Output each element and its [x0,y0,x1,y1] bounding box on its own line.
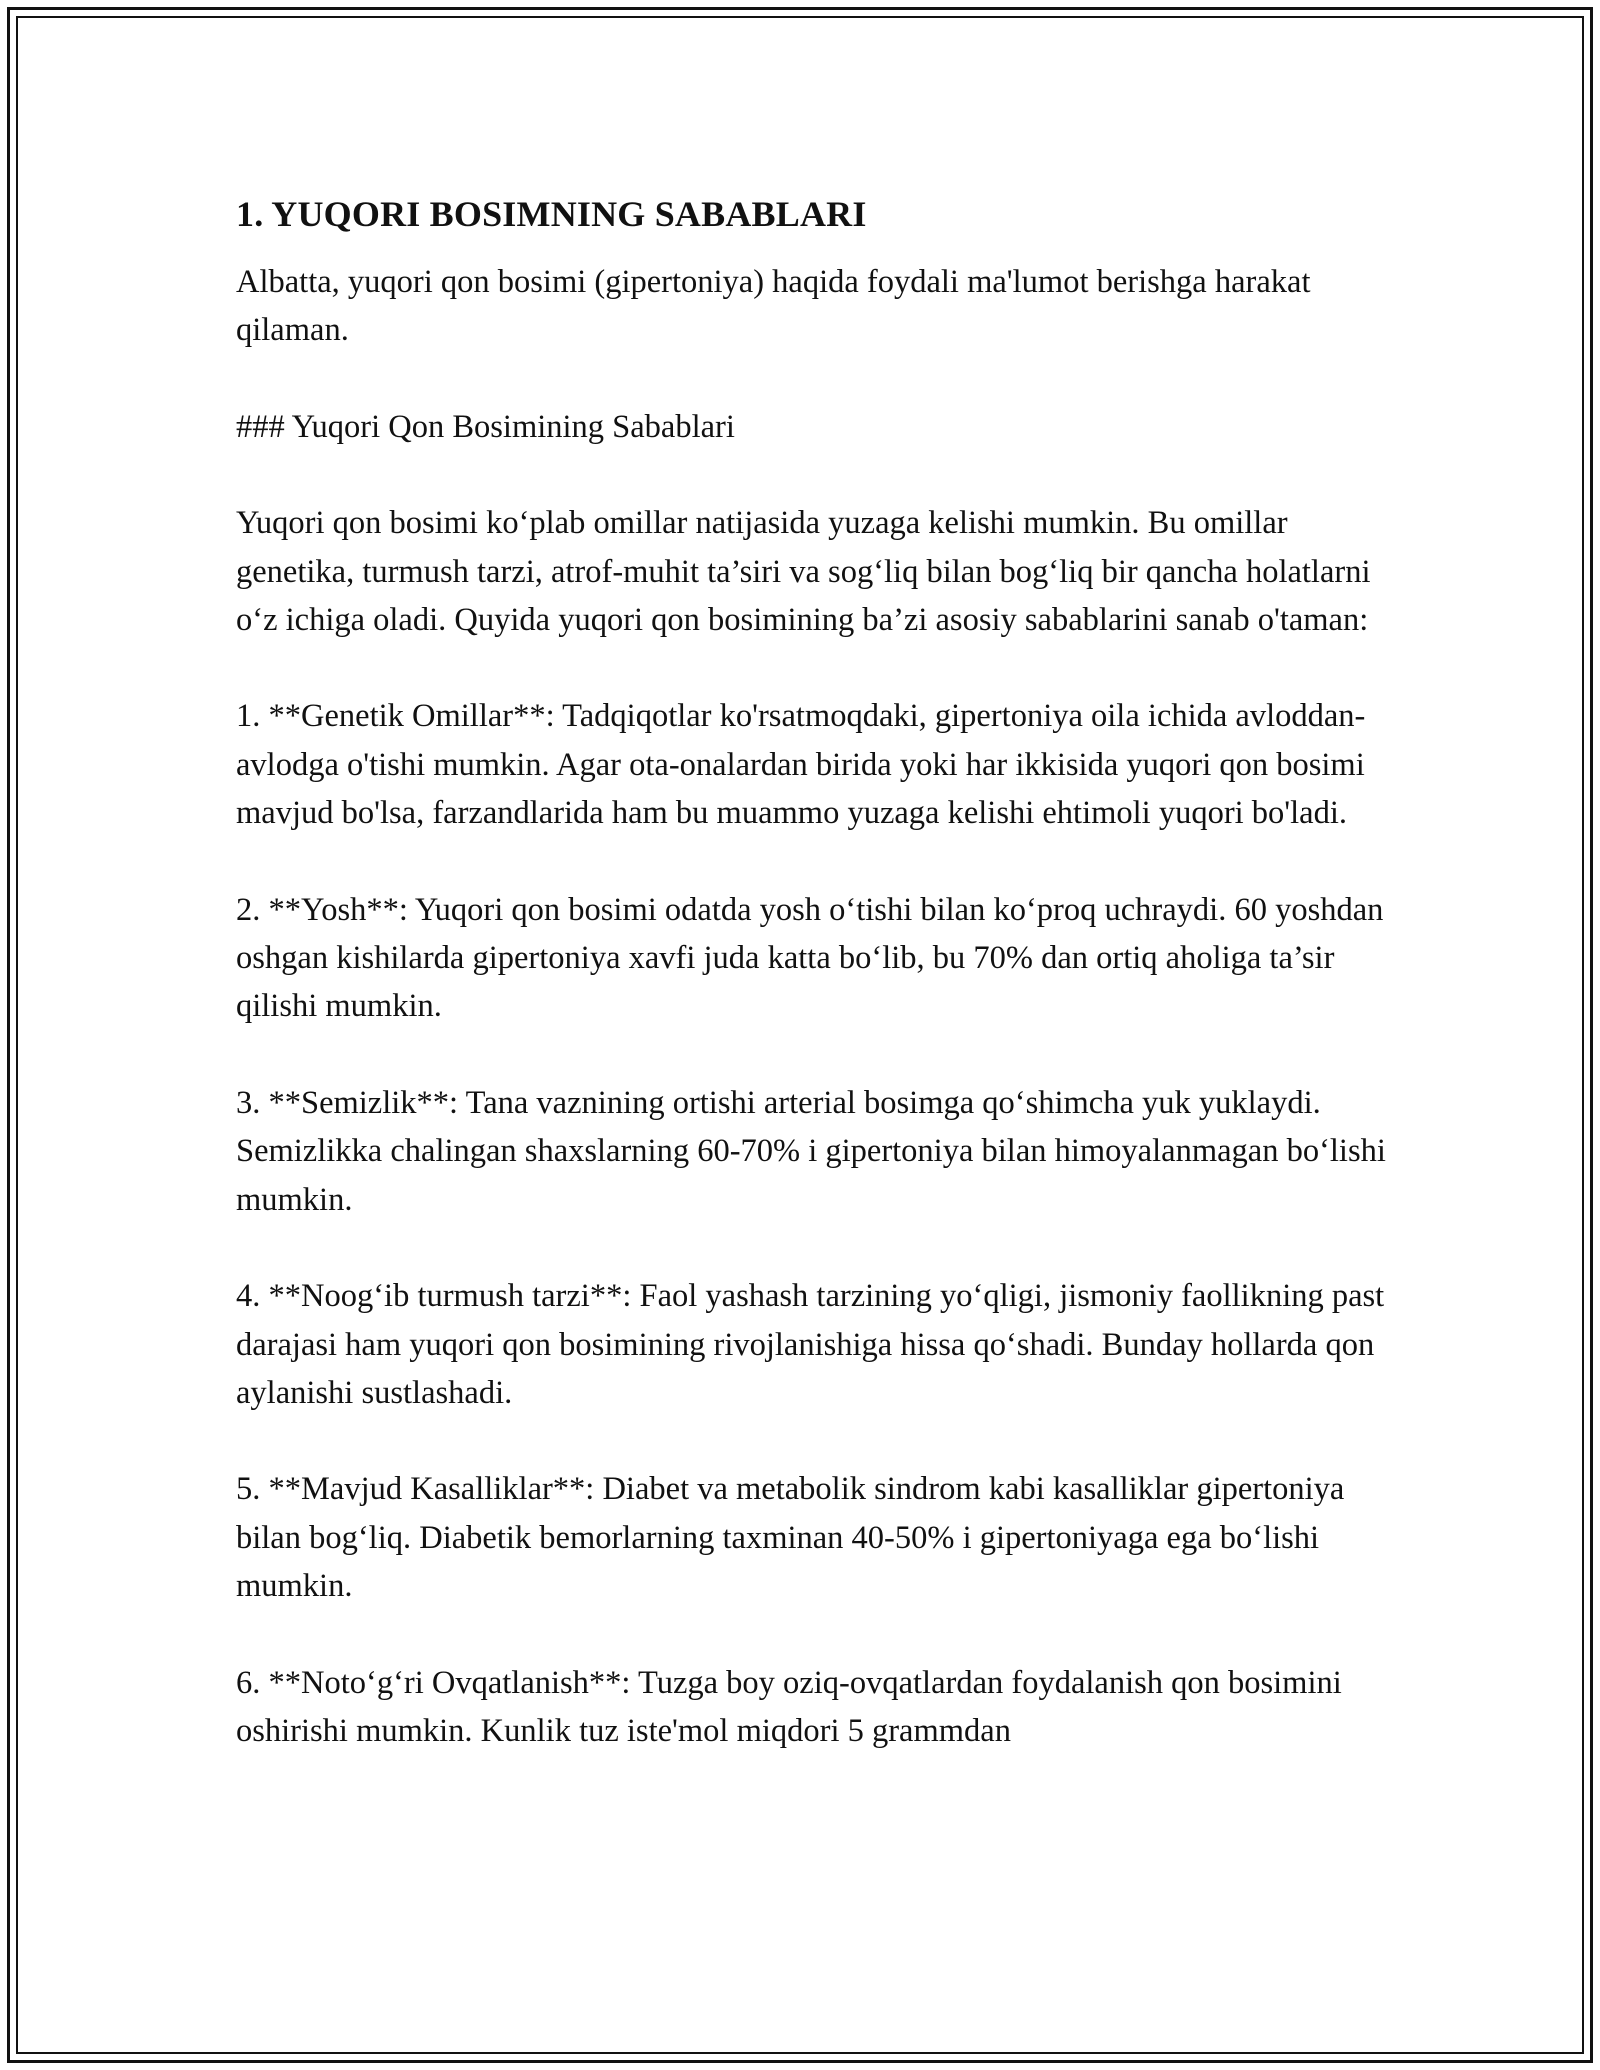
cause-item-diseases: 5. **Mavjud Kasalliklar**: Diabet va metabolik sindrom kabi kasalliklar gipertoniya bilan bog‘liq. Diabetik bemorlarning taxminan 40-50% i gipertoniyaga ega bo‘lishi mumkin. [236,1471,1345,1605]
cause-item-genetic: 1. **Genetik Omillar**: Tadqiqotlar ko'rsatmoqdaki, gipertoniya oila ichida avloddan-avlodga o'tishi mumkin. Agar ota-onalardan birida yoki har ikkisida yuqori qon bosimi mavjud bo'lsa, farzandlarida ham bu muammo yuzaga kelishi ehtimoli yuqori bo'ladi. [236,698,1366,832]
intro-paragraph: Albatta, yuqori qon bosimi (gipertoniya) haqida foydali ma'lumot berishga harakat qilaman. [236,264,1311,349]
markdown-subheading: ### Yuqori Qon Bosimining Sabablari [236,408,735,445]
overview-paragraph: Yuqori qon bosimi ko‘plab omillar natijasida yuzaga kelishi mumkin. Bu omillar genetika, turmush tarzi, atrof-muhit ta’siri va sog‘liq bilan bog‘liq bir qancha holatlarni o‘z ichiga oladi. Quyida yuqori qon bosimining ba’zi asosiy sabablarini sanab o'taman: [236,505,1371,639]
section-heading: 1. YUQORI BOSIMNING SABABLARI [236,194,867,234]
document-body [236,184,1386,1803]
cause-item-lifestyle: 4. **Noog‘ib turmush tarzi**: Faol yashash tarzining yo‘qligi, jismoniy faollikning past darajasi ham yuqori qon bosimining rivojlanishiga hissa qo‘shadi. Bunday hollarda qon aylanishi sustlashadi. [236,1278,1385,1411]
cause-item-nutrition: 6. **Noto‘g‘ri Ovqatlanish**: Tuzga boy oziq-ovqatlardan foydalanish qon bosimini oshirishi mumkin. Kunlik tuz iste'mol miqdori 5 grammdan [236,1664,1342,1749]
cause-item-age: 2. **Yosh**: Yuqori qon bosimi odatda yosh o‘tishi bilan ko‘proq uchraydi. 60 yoshdan oshgan kishilarda gipertoniya xavfi juda katta bo‘lib, bu 70% dan ortiq aholiga ta’sir qilishi mumkin. [236,891,1384,1025]
cause-item-obesity: 3. **Semizlik**: Tana vaznining ortishi arterial bosimga qo‘shimcha yuk yuklaydi. Semizlikka chalingan shaxslarning 60-70% i gipertoniya bilan himoyalanmagan bo‘lishi mumkin. [236,1084,1386,1218]
